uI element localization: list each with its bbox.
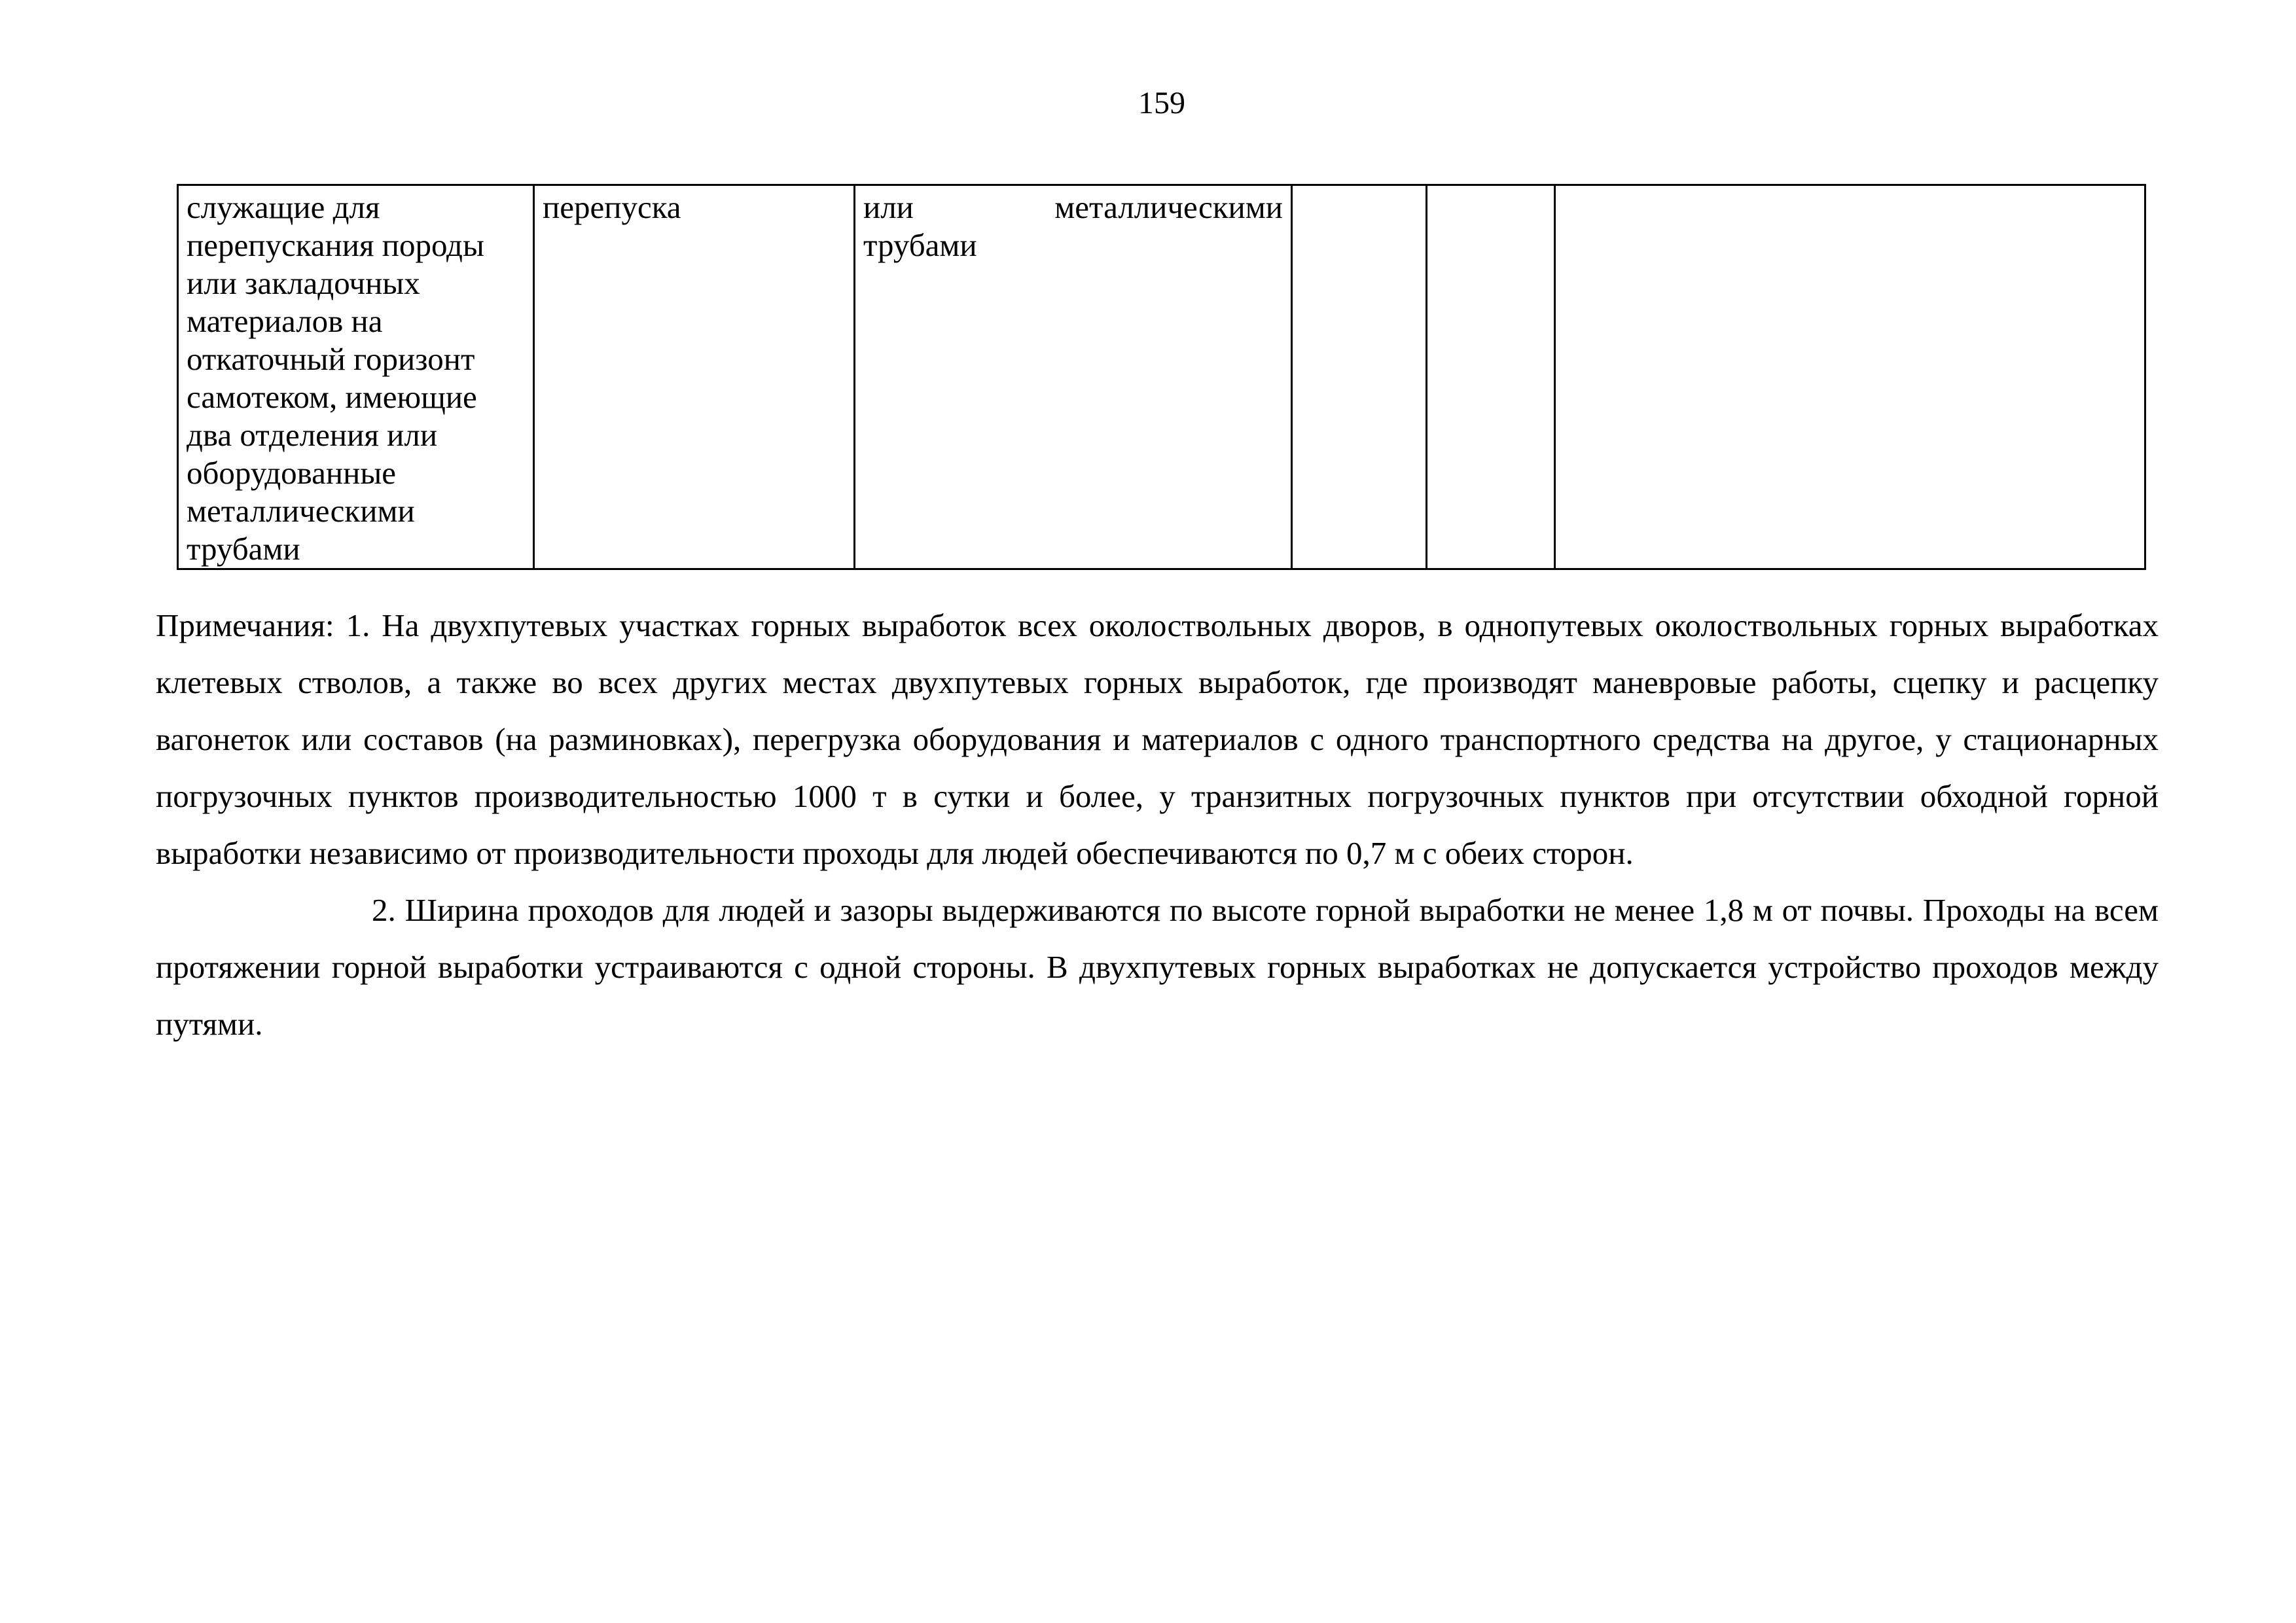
cell-text: перепуска bbox=[543, 189, 681, 225]
cell-line: перепускания породы bbox=[187, 227, 484, 263]
note-1: Примечания: 1. На двухпутевых участках горных выработок всех околоствольных дворов, в однопутевых околоствольных горных выработках клетевых стволов, а также во всех других местах двухпутевых горных выработок, где производят маневровые работы, сцепку и расцепку вагонеток или составов (на разминовках), перегрузка оборудования и материалов с одного транспортного средства на другое, у стационарных погрузочных пунктов производительностью 1000 т в сутки и более, у транзитных погрузочных пунктов при отсутствии обходной горной выработки независимо от производительности проходы для людей обеспечиваются по 0,7 м с обеих сторон. bbox=[156, 607, 2159, 871]
table-cell-col6 bbox=[1555, 185, 2145, 569]
table-cell-col1 bbox=[178, 185, 534, 569]
cell-line: металлическими bbox=[187, 493, 415, 529]
table-row bbox=[178, 185, 2145, 569]
cell-line: два отделения или bbox=[187, 417, 438, 453]
table-cell-col2 bbox=[534, 185, 855, 569]
cell-line: самотеком, имеющие bbox=[187, 379, 477, 415]
cell-line: трубами bbox=[863, 227, 977, 263]
cell-line: материалов на bbox=[187, 303, 383, 339]
table-cell-col4 bbox=[1292, 185, 1427, 569]
notes-section bbox=[156, 597, 2159, 1052]
table-cell-col5 bbox=[1427, 185, 1555, 569]
cell-line: трубами bbox=[187, 531, 300, 567]
cell-line: или закладочных bbox=[187, 265, 420, 301]
table-cell-col3 bbox=[855, 185, 1292, 569]
cell-line: служащие для bbox=[187, 189, 380, 225]
cell-line: откаточный горизонт bbox=[187, 341, 475, 377]
page-number: 159 bbox=[1138, 86, 1185, 120]
cell-line: или металлическими bbox=[863, 189, 1283, 225]
document-table bbox=[177, 184, 2146, 570]
note-2: 2. Ширина проходов для людей и зазоры выдерживаются по высоте горной выработки не менее 1,8 м от почвы. Проходы на всем протяжении горной выработки устраиваются с одной стороны. В двухпутевых горных выработках не допускается устройство проходов между путями. bbox=[156, 892, 2159, 1042]
cell-line: оборудованные bbox=[187, 455, 396, 491]
